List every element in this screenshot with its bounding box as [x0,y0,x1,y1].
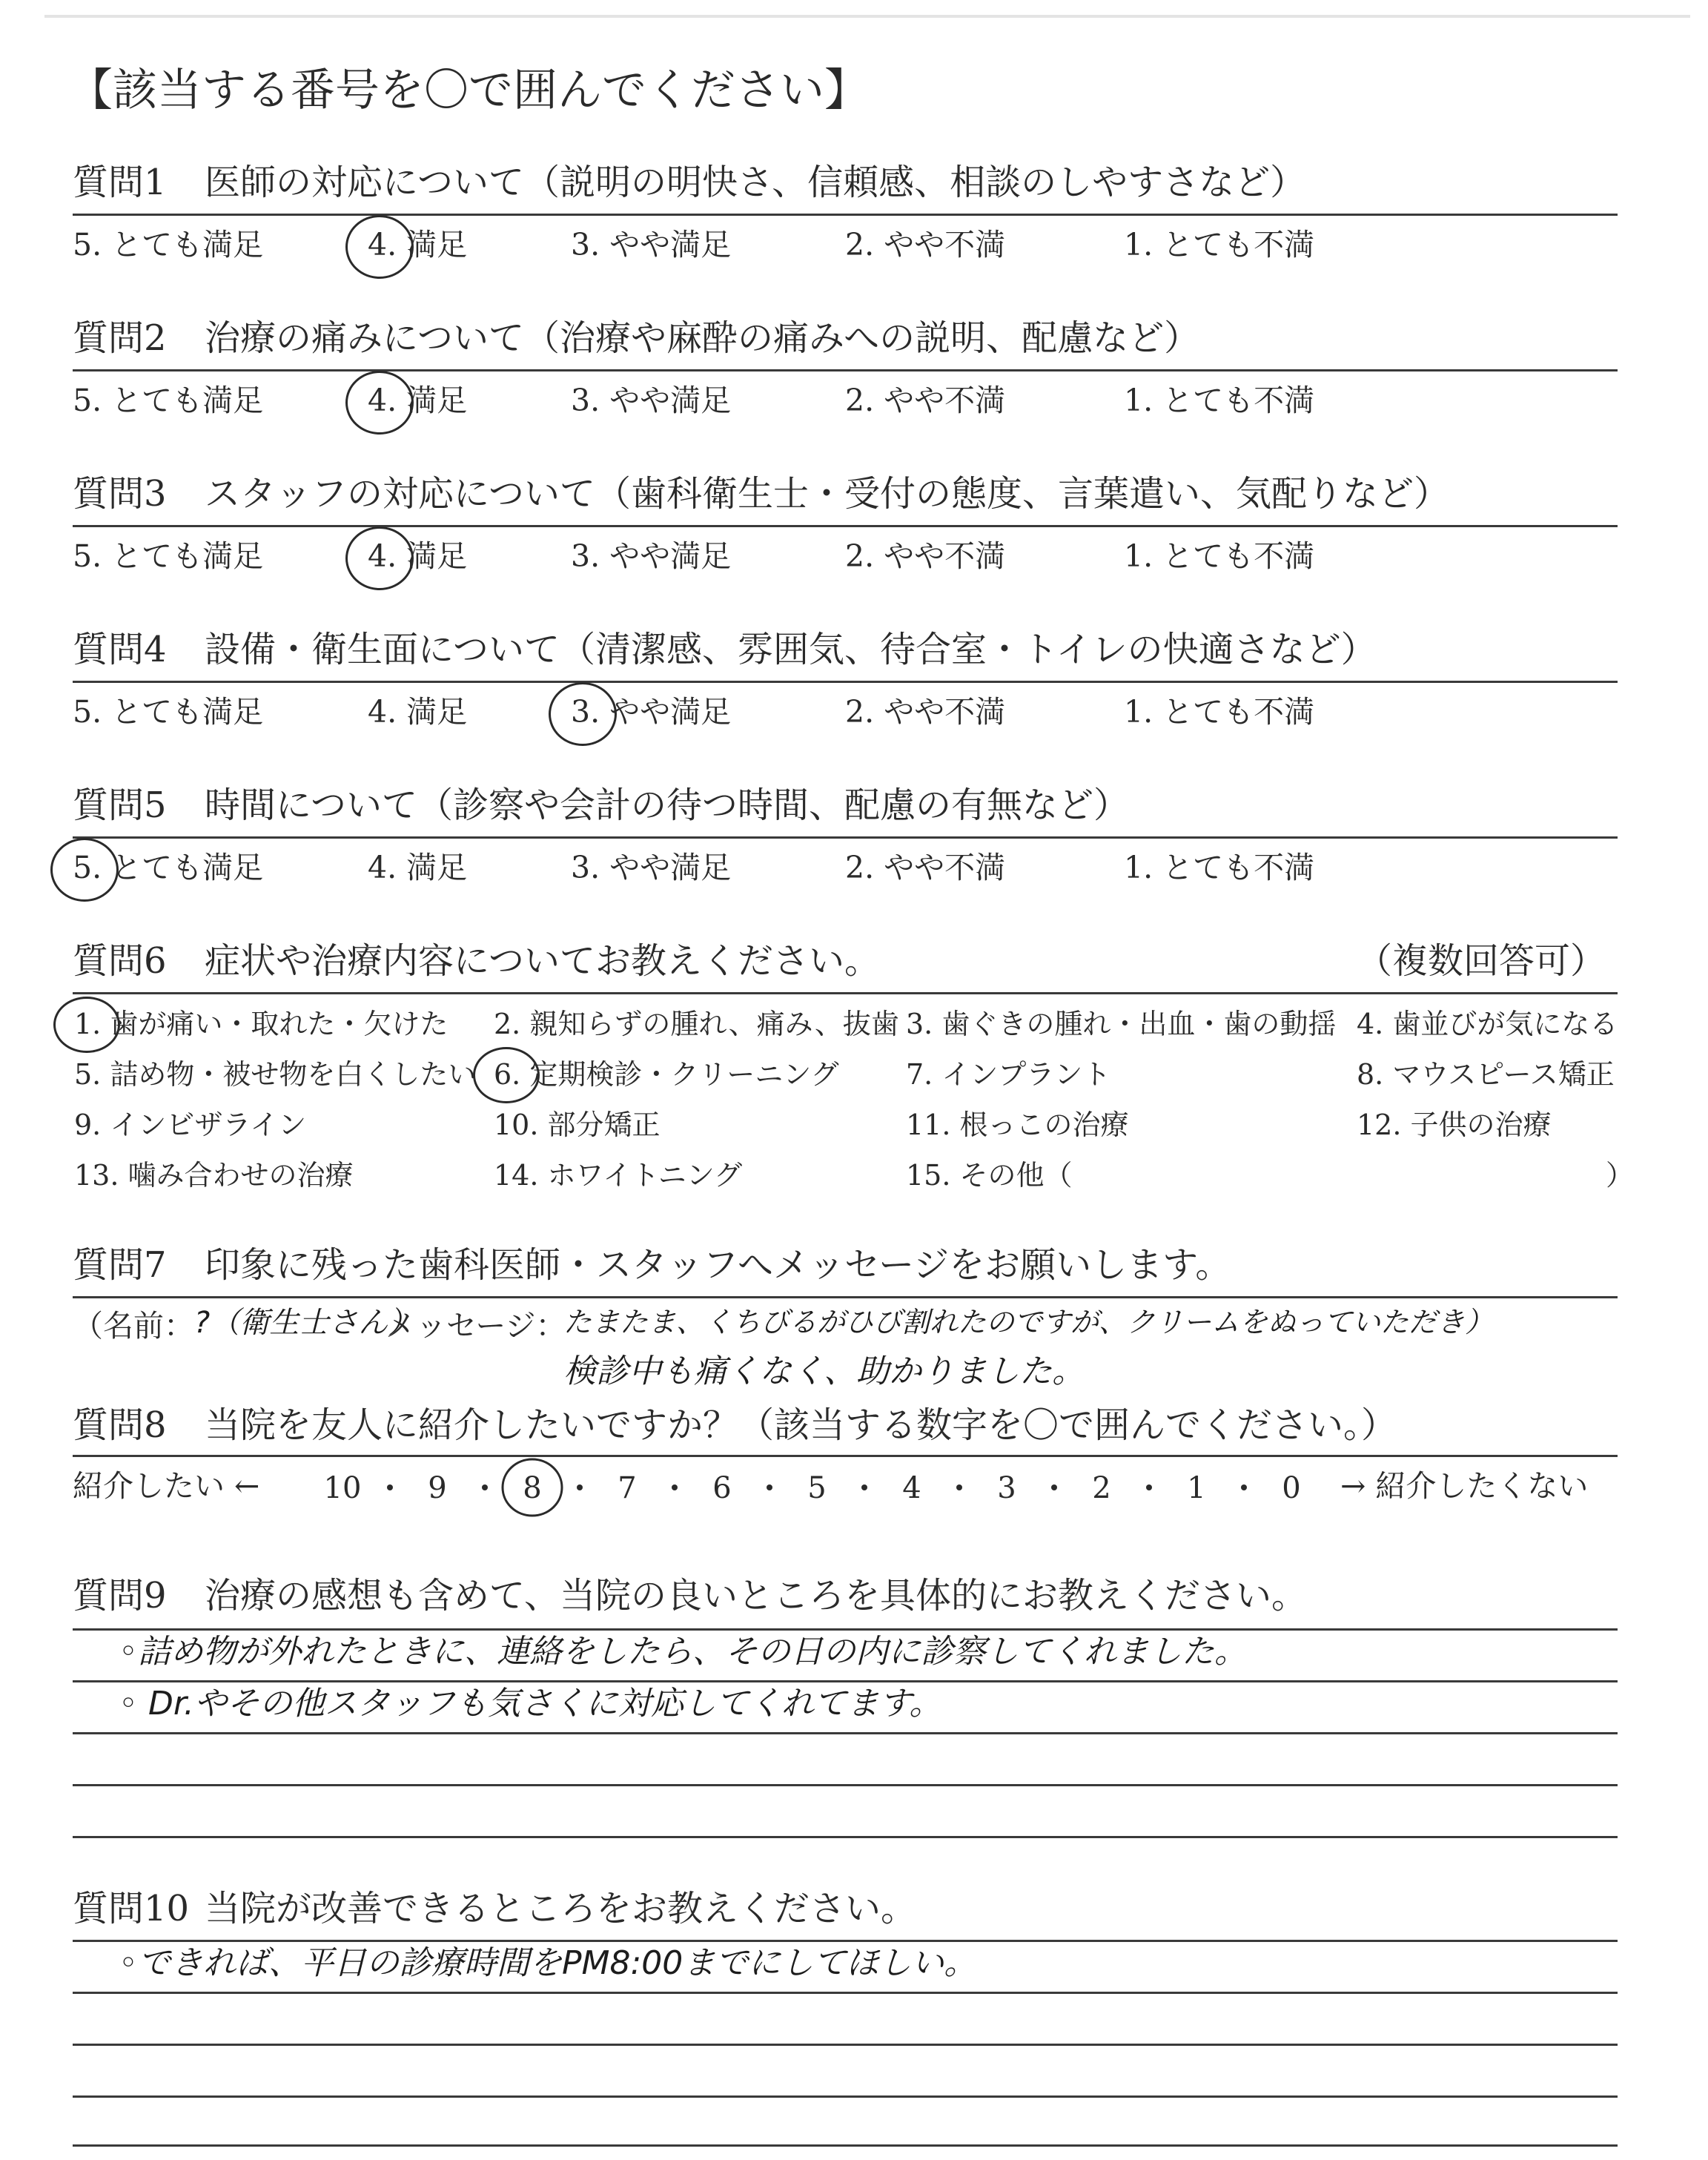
q3-text: スタッフの対応について（歯科衛生士・受付の態度、言葉遣い、気配りなど） [205,473,1450,515]
q6-option-13[interactable]: 13. 噛み合わせの治療 [74,1159,354,1192]
q2-option-3[interactable]: 3. やや満足 [571,383,732,418]
q5-option-5[interactable]: 5. とても満足 [73,850,264,885]
q8-scale-value-10[interactable]: 10 [323,1471,362,1505]
q3-option-4[interactable]: 4. 満足 [368,538,468,574]
q1-option-4[interactable]: 4. 満足 [368,227,468,262]
q7-message-label: メッセージ： [385,1308,566,1344]
q6-label: 質問6 [73,940,167,982]
q10-rule-1 [73,1940,1618,1942]
q9-rule-2 [73,1680,1618,1682]
q7-label: 質問7 [73,1244,167,1286]
q8-scale-separator-dot [956,1484,962,1490]
q8-right-label: → 紹介したくない [1340,1468,1589,1504]
q6-option-5[interactable]: 5. 詰め物・被せ物を白くしたい [74,1058,477,1091]
q6-option-9[interactable]: 9. インビザライン [74,1109,307,1141]
q1-option-3[interactable]: 3. やや満足 [571,227,732,262]
q8-left-label: 紹介したい ← [73,1468,260,1504]
q8-scale-value-6[interactable]: 6 [712,1471,732,1505]
q5-option-4[interactable]: 4. 満足 [368,850,468,885]
q10-text: 当院が改善できるところをお教えください。 [205,1888,917,1929]
q3-option-3[interactable]: 3. やや満足 [571,538,732,574]
q1-option-1[interactable]: 1. とても不満 [1124,227,1315,262]
q8-scale-value-7[interactable]: 7 [618,1471,637,1505]
q6-option-6[interactable]: 6. 定期検診・クリーニング [494,1058,839,1091]
q8-scale-value-1[interactable]: 1 [1187,1471,1206,1505]
q9-answer-1: ◦詰め物が外れたときに、連絡をしたら、その日の内に診察してくれました。 [119,1633,1247,1671]
q7-message-line-1: たまたま、くちびるがひび割れたのですが、クリームをぬっていただき） [563,1306,1494,1338]
q8-scale-value-8[interactable]: 8 [523,1471,542,1505]
q2-label: 質問2 [73,317,167,359]
q8-scale-separator-dot [482,1484,488,1490]
q4-label: 質問4 [73,629,167,670]
q6-option-10[interactable]: 10. 部分矯正 [494,1109,661,1141]
q4-option-4[interactable]: 4. 満足 [368,694,468,730]
q2-option-4[interactable]: 4. 満足 [368,383,468,418]
q6-option-3[interactable]: 3. 歯ぐきの腫れ・出血・歯の動揺 [906,1008,1337,1040]
q9-answer-2: ◦ Dr.やその他スタッフも気さくに対応してくれてます。 [119,1685,942,1723]
q6-option-4[interactable]: 4. 歯並びが気になる [1357,1008,1618,1040]
q5-option-3[interactable]: 3. やや満足 [571,850,732,885]
q4-option-5[interactable]: 5. とても満足 [73,694,264,730]
q9-rule-5 [73,1836,1618,1838]
q9-rule-1 [73,1628,1618,1631]
q6-option-12[interactable]: 12. 子供の治療 [1357,1109,1552,1141]
q10-label: 質問10 [73,1888,190,1929]
page-title: 【該当する番号を〇で囲んでください】 [68,65,869,116]
q8-scale-value-5[interactable]: 5 [807,1471,827,1505]
q5-label: 質問5 [73,785,167,826]
q8-scale-separator-dot [861,1484,867,1490]
q9-text: 治療の感想も含めて、当院の良いところを具体的にお教えください。 [205,1575,1308,1616]
q8-scale-separator-dot [1051,1484,1057,1490]
q6-note: （複数回答可） [1357,940,1606,982]
q7-name-handwritten: ?（衛生士さん） [194,1306,418,1340]
q10-rule-3 [73,2044,1618,2046]
q8-scale-value-2[interactable]: 2 [1092,1471,1111,1505]
q1-text: 医師の対応について（説明の明快さ、信頼感、相談のしやすさなど） [205,162,1306,203]
q6-option-7[interactable]: 7. インプラント [906,1058,1111,1091]
q8-scale-separator-dot [1146,1484,1152,1490]
q8-label: 質問8 [73,1404,167,1446]
q8-scale-separator-dot [387,1484,393,1490]
q5-option-1[interactable]: 1. とても不満 [1124,850,1315,885]
q6-option-15[interactable]: 15. その他（ [906,1159,1073,1192]
q1-option-2[interactable]: 2. やや不満 [845,227,1006,262]
q10-rule-4 [73,2095,1618,2098]
q8-scale-separator-dot [672,1484,678,1490]
q4-option-3[interactable]: 3. やや満足 [571,694,732,730]
q2-option-1[interactable]: 1. とても不満 [1124,383,1315,418]
q8-scale-value-9[interactable]: 9 [428,1471,447,1505]
q6-option-11[interactable]: 11. 根っこの治療 [906,1109,1129,1141]
q8-scale-value-4[interactable]: 4 [902,1471,921,1505]
q5-text: 時間について（診察や会計の待つ時間、配慮の有無など） [205,785,1130,826]
q8-scale-value-3[interactable]: 3 [997,1471,1016,1505]
q8-text: 当院を友人に紹介したいですか？（該当する数字を〇で囲んでください。） [205,1404,1397,1446]
q3-option-5[interactable]: 5. とても満足 [73,538,264,574]
q3-label: 質問3 [73,473,167,515]
q6-option-14[interactable]: 14. ホワイトニング [494,1159,743,1192]
q1-label: 質問1 [73,162,167,203]
q4-text: 設備・衛生面について（清潔感、雰囲気、待合室・トイレの快適さなど） [205,629,1377,670]
q8-scale-separator-dot [767,1484,772,1490]
q9-label: 質問9 [73,1575,167,1616]
q2-option-5[interactable]: 5. とても満足 [73,383,264,418]
q8-scale-value-0[interactable]: 0 [1282,1471,1301,1505]
q7-name-label: （名前： [73,1308,194,1344]
q4-option-2[interactable]: 2. やや不満 [845,694,1006,730]
q3-option-2[interactable]: 2. やや不満 [845,538,1006,574]
q7-message-line-2: 検診中も痛くなく、助かりました。 [563,1353,1085,1390]
q6-other-close-paren: ） [1606,1159,1635,1192]
q6-option-2[interactable]: 2. 親知らずの腫れ、痛み、抜歯 [494,1008,899,1040]
q4-option-1[interactable]: 1. とても不満 [1124,694,1315,730]
q8-scale-separator-dot [577,1484,583,1490]
q7-text: 印象に残った歯科医師・スタッフへメッセージをお願いします。 [205,1244,1231,1286]
q1-option-5[interactable]: 5. とても満足 [73,227,264,262]
q10-rule-2 [73,1992,1618,1994]
q9-rule-4 [73,1784,1618,1786]
q5-option-2[interactable]: 2. やや不満 [845,850,1006,885]
q9-rule-3 [73,1732,1618,1734]
q10-answer-1: ◦できれば、平日の診療時間をPM8:00までにしてほしい。 [119,1944,977,1982]
q6-option-8[interactable]: 8. マウスピース矯正 [1357,1058,1615,1091]
q6-option-1[interactable]: 1. 歯が痛い・取れた・欠けた [74,1008,448,1040]
q2-option-2[interactable]: 2. やや不満 [845,383,1006,418]
q3-option-1[interactable]: 1. とても不満 [1124,538,1315,574]
q6-text: 症状や治療内容についてお教えください。 [205,940,881,982]
q10-rule-5 [73,2144,1618,2147]
q2-text: 治療の痛みについて（治療や麻酔の痛みへの説明、配慮など） [205,317,1200,359]
q8-scale-separator-dot [1241,1484,1247,1490]
